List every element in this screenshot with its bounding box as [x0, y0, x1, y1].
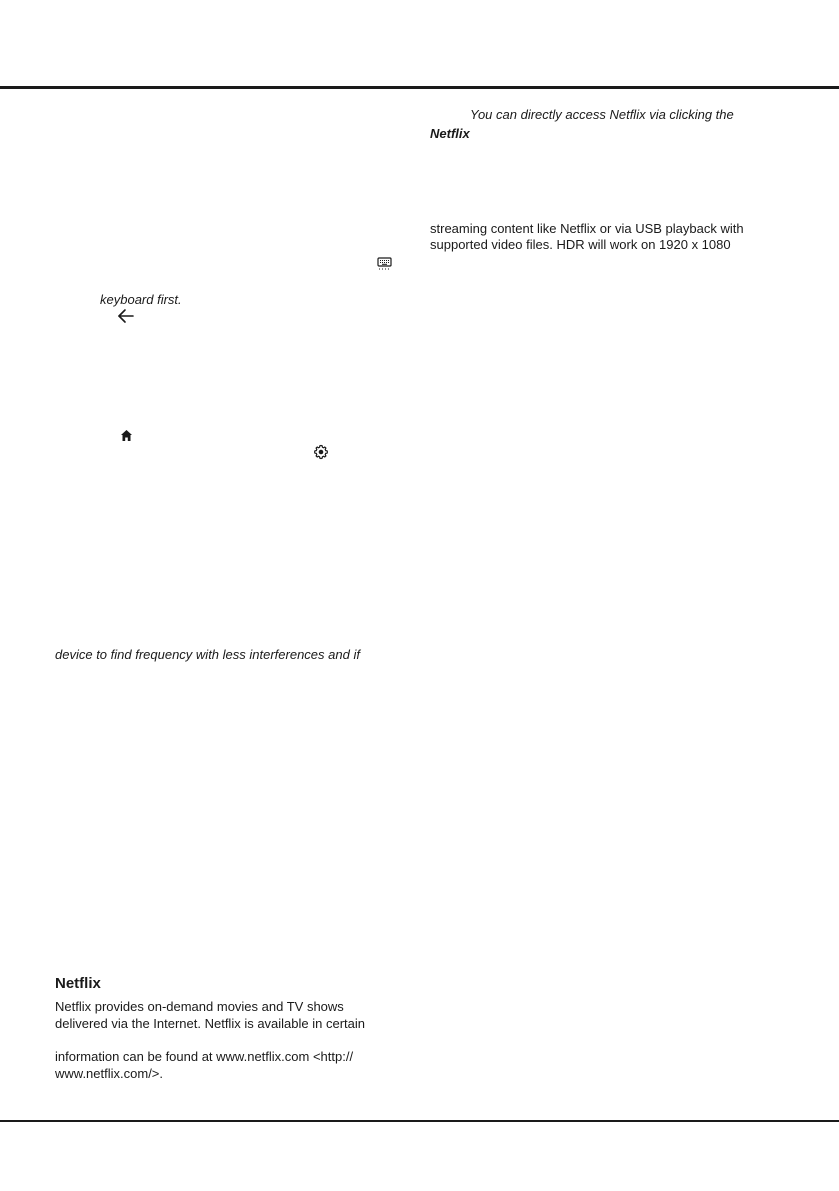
- netflix-key-label: Netflix: [430, 126, 470, 141]
- netflix-text-line-2: delivered via the Internet. Netflix is available in certain: [55, 1016, 365, 1031]
- netflix-heading: Netflix: [55, 975, 101, 992]
- keyboard-icon: [377, 256, 393, 272]
- header-rule: [0, 86, 839, 89]
- home-icon: [120, 429, 133, 442]
- netflix-text-line-1: Netflix provides on-demand movies and TV shows: [55, 999, 344, 1014]
- netflix-text-line-4: www.netflix.com/>.: [55, 1066, 164, 1081]
- hdr-text-line-1: streaming content like Netflix or via USB playback with: [430, 221, 744, 236]
- wifi-note: device to find frequency with less interferences and if: [55, 647, 360, 662]
- netflix-text-line-3: information can be found at www.netflix.com <http://: [55, 1049, 354, 1064]
- back-arrow-icon: [117, 308, 135, 324]
- settings-gear-icon: [313, 444, 329, 460]
- netflix-access-text: You can directly access Netflix via clicking the: [470, 107, 734, 122]
- hdr-text-line-2: supported video files. HDR will work on 1920 x 1080: [430, 237, 731, 252]
- keyboard-note: keyboard first.: [100, 292, 182, 307]
- footer-rule: [0, 1120, 839, 1122]
